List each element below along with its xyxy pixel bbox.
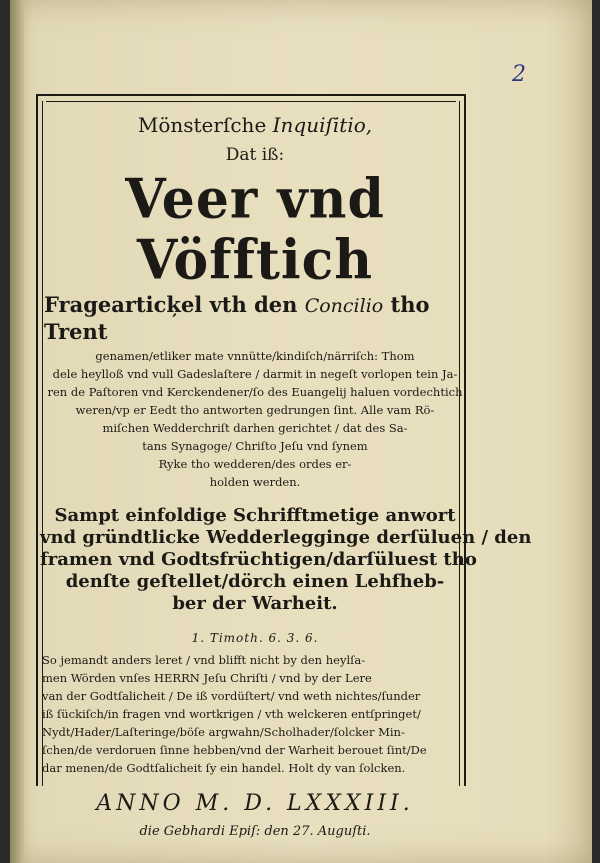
scripture-quote: [40, 651, 470, 777]
quote-line: ſchen/de verdoruen ſinne hebben/vnd der Warheit berouet ſint/De: [42, 743, 427, 757]
description-line: tans Synagoge/ Chriſto Jeſu vnd ſynem: [142, 439, 368, 453]
description-line: holden werden.: [209, 475, 301, 489]
quote-line: van der Godtſalicheit / De iß vordüſtert/ vnd weth nichtes/ſunder: [42, 689, 421, 703]
scripture-reference: 1. Timoth. 6. 3. 6.: [191, 631, 319, 645]
quote-line: iß ſückiſch/in fragen vnd wortkrigen / vth welckeren entſpringet/: [42, 707, 421, 721]
imprint-year: ANNO M. D. LXXXIII.: [96, 791, 414, 816]
page-gutter: [10, 0, 24, 863]
description-line: ren de Paſtoren vnd Kerckendener/ſo des Euangelij haluen vordechtich: [47, 385, 463, 399]
description-line: dele heylloß vnd vull Gadeslaſtere / darmit in negeſt vorlopen tein Ja-: [52, 367, 458, 381]
heading-line: framen vnd Godtsfrüchtigen/darſüluest tho: [40, 549, 477, 570]
second-heading: [40, 505, 532, 615]
title-line-1: [40, 112, 470, 138]
quote-line: So jemandt anders leret / vnd blifft nicht by den heylſa-: [42, 653, 366, 667]
heading-line: Sampt einfoldige Schrifftmetige anwort: [54, 505, 456, 526]
heading-line: denſte geſtellet/dörch einen Lehfheb-: [65, 571, 445, 592]
title-line-2: Dat iß:: [225, 145, 285, 165]
heading-line: ber der Warheit.: [172, 593, 338, 614]
heading-line: vnd gründtlicke Wedderleggingе derſüluen / den: [40, 527, 532, 548]
quote-line: men Wörden vnſes HERRN Jeſu Chriſti / vnd by der Lere: [42, 671, 372, 685]
description-line: Ryke tho wedderen/des ordes er-: [158, 457, 352, 471]
title-word-monstersche: Mönsterſche: [137, 113, 267, 137]
main-title: Veer vnd Vöfftich: [125, 167, 385, 292]
title-word-inquisitio: Inquiſitio,: [272, 113, 373, 137]
imprint-date: die Gebhardi Epiſ: den 27. Auguſti.: [139, 824, 371, 839]
title-content: [40, 100, 532, 839]
description-paragraph: [40, 347, 470, 491]
quote-line: Nydt/Hader/Laſteringe/böſe argwahn/Scholhader/ſolcker Min-: [42, 725, 405, 739]
quote-line: dar menen/de Godtſalicheit ſy ein handel. Holt dy van ſolcken.: [42, 761, 406, 775]
description-line: weren/vp er Eedt tho antworten gedrungen ſint. Alle vam Rö-: [75, 403, 435, 417]
description-line: miſchen Wedderchriſt darhen gerichtet / dat des Sa-: [102, 421, 408, 435]
description-line: genamen/etliker mate vnnütte/kindiſch/närriſch: Thom: [95, 349, 415, 363]
folio-number: 2: [512, 62, 526, 87]
subtitle: Fragearticķel vth den Concilio tho Trent: [44, 292, 430, 344]
